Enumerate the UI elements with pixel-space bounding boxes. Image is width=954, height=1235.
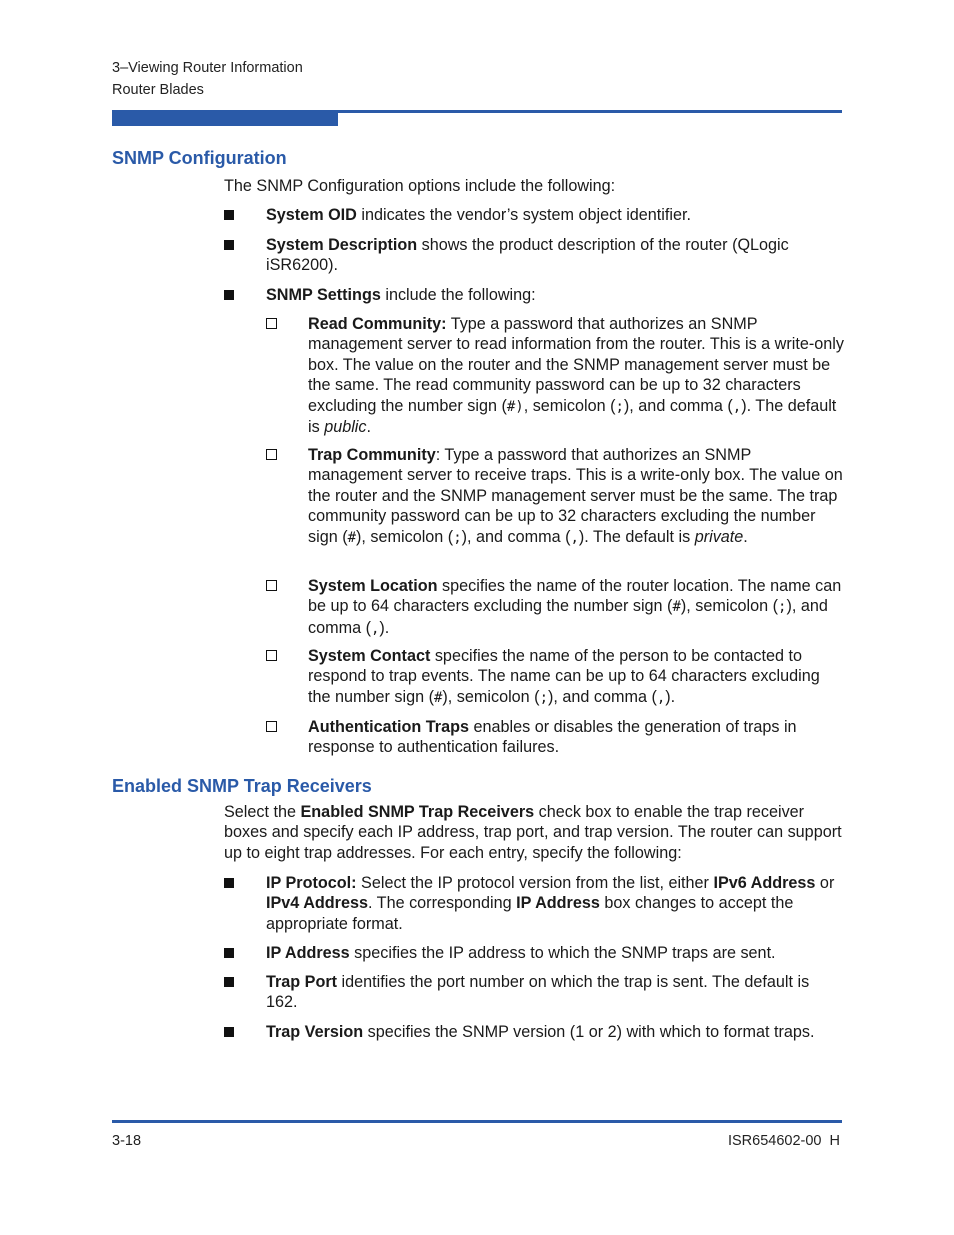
bullet-square-icon bbox=[224, 210, 234, 220]
checkbox-bullet-icon bbox=[266, 580, 277, 591]
document-number: ISR654602-00 H bbox=[727, 1133, 840, 1149]
checkbox-bullet-icon bbox=[266, 449, 277, 460]
snmp-config-intro: The SNMP Configuration options include the following: bbox=[224, 177, 616, 195]
header-section: Router Blades bbox=[112, 82, 204, 98]
bullet-square-icon bbox=[224, 290, 234, 300]
checkbox-bullet-icon bbox=[266, 721, 277, 732]
bullet-square-icon bbox=[224, 878, 234, 888]
section-title-trap-receivers: Enabled SNMP Trap Receivers bbox=[112, 776, 372, 796]
header-rule-block bbox=[112, 110, 338, 126]
header-chapter: 3–Viewing Router Information bbox=[112, 60, 303, 76]
trap-receivers-intro: Select the Enabled SNMP Trap Receivers check box to enable the trap receiver boxes and specify each IP address, trap port, and trap version. The router can support up to eight trap addresses. For each entry, specify the following: bbox=[224, 803, 842, 862]
running-header bbox=[112, 57, 303, 101]
checkbox-bullet-icon bbox=[266, 318, 277, 329]
bullet-square-icon bbox=[224, 977, 234, 987]
bullet-square-icon bbox=[224, 240, 234, 250]
bullet-square-icon bbox=[224, 948, 234, 958]
footer-rule bbox=[112, 1120, 842, 1123]
bullet-square-icon bbox=[224, 1027, 234, 1037]
page-number: 3-18 bbox=[112, 1133, 142, 1149]
checkbox-bullet-icon bbox=[266, 650, 277, 661]
section-title-snmp-configuration: SNMP Configuration bbox=[112, 148, 287, 168]
